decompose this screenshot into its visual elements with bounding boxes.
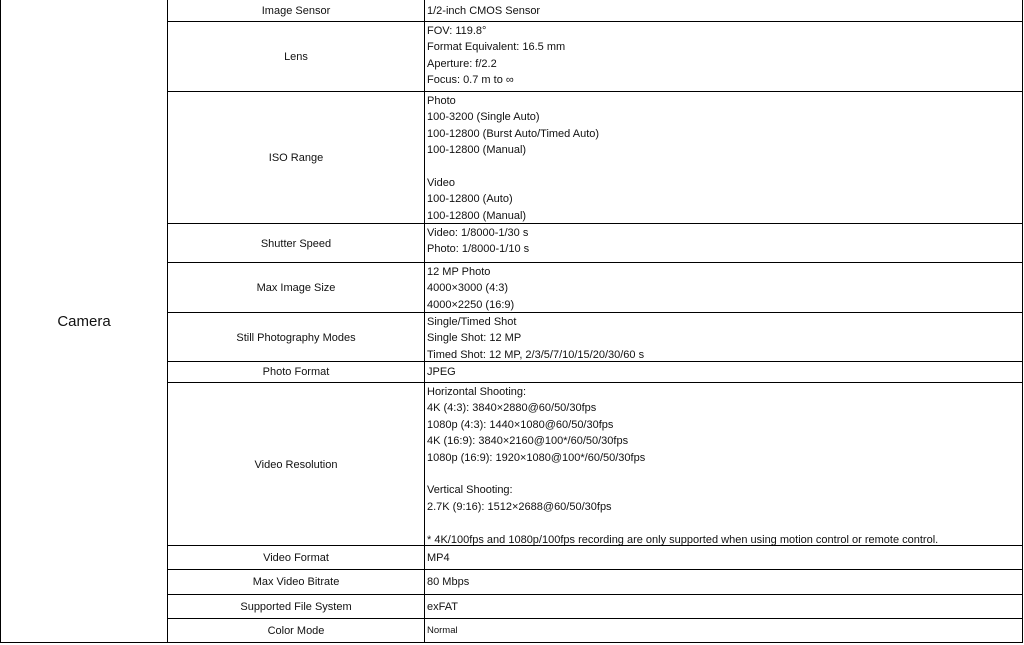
spec-label: Max Image Size bbox=[168, 263, 425, 312]
spec-value bbox=[426, 546, 1023, 570]
spec-value-line: Aperture: f/2.2 bbox=[427, 57, 497, 70]
spec-value-line: Single/Timed Shot bbox=[427, 316, 517, 328]
spec-value-line: 1/2-inch CMOS Sensor bbox=[427, 5, 541, 17]
spec-value bbox=[426, 263, 1023, 312]
spec-value bbox=[426, 0, 1023, 22]
spec-label: Photo Format bbox=[168, 362, 425, 382]
spec-row-max-video-bitrate bbox=[168, 569, 1023, 594]
spec-value-line: Focus: 0.7 m to ∞ bbox=[427, 74, 514, 87]
spec-label: ISO Range bbox=[168, 92, 425, 223]
spec-value-line: exFAT bbox=[427, 600, 458, 613]
spec-value bbox=[426, 383, 1023, 546]
spec-row-lens bbox=[168, 21, 1023, 92]
spec-value-line: Timed Shot: 12 MP, 2/3/5/7/10/15/20/30/60 s bbox=[427, 348, 645, 361]
spec-value-line bbox=[427, 466, 1023, 482]
spec-row-still-modes bbox=[168, 312, 1023, 362]
spec-label: Color Mode bbox=[168, 619, 425, 643]
spec-label: Video Format bbox=[168, 546, 425, 570]
spec-value-line: 80 Mbps bbox=[427, 575, 470, 588]
spec-value-line: 100-12800 (Auto) bbox=[427, 193, 513, 206]
spec-value-line: Format Equivalent: 16.5 mm bbox=[427, 41, 566, 54]
spec-value-line: 100-12800 (Burst Auto/Timed Auto) bbox=[427, 127, 600, 140]
spec-value bbox=[426, 92, 1023, 223]
spec-value-line: Normal bbox=[427, 624, 458, 636]
spec-label: Image Sensor bbox=[168, 0, 425, 22]
spec-value bbox=[426, 224, 1023, 263]
spec-value-line: Video bbox=[427, 176, 455, 189]
spec-label: Max Video Bitrate bbox=[168, 570, 425, 594]
spec-value bbox=[426, 362, 1023, 382]
spec-value-line: * 4K/100fps and 1080p/100fps recording are only supported when using motion control or remote control. bbox=[427, 533, 939, 546]
spec-value-line: 4000×3000 (4:3) bbox=[427, 282, 509, 295]
spec-row-file-system bbox=[168, 594, 1023, 619]
spec-value-line: 4K (16:9): 3840×2160@100*/60/50/30fps bbox=[427, 435, 629, 448]
spec-value-line: 100-3200 (Single Auto) bbox=[427, 111, 540, 124]
spec-label: Still Photography Modes bbox=[168, 313, 425, 362]
spec-value-line: 4000×2250 (16:9) bbox=[427, 298, 515, 311]
spec-label: Lens bbox=[168, 22, 425, 92]
spec-row-iso-range bbox=[168, 91, 1023, 223]
spec-value-line: Vertical Shooting: bbox=[427, 484, 513, 497]
spec-value-line: 100-12800 (Manual) bbox=[427, 144, 527, 157]
spec-value-line: 12 MP Photo bbox=[427, 266, 491, 278]
spec-row-video-format bbox=[168, 545, 1023, 570]
spec-table bbox=[168, 0, 1023, 643]
spec-value-line: Photo bbox=[427, 95, 456, 107]
spec-value-line: MP4 bbox=[427, 551, 450, 564]
spec-row-image-sensor bbox=[168, 0, 1023, 22]
spec-row-video-resolution bbox=[168, 382, 1023, 546]
spec-value-line: JPEG bbox=[427, 365, 456, 378]
section-label-camera: Camera bbox=[1, 0, 168, 643]
spec-value bbox=[426, 619, 1023, 643]
spec-value bbox=[426, 22, 1023, 92]
spec-value-line bbox=[427, 515, 1023, 531]
spec-row-photo-format bbox=[168, 361, 1023, 382]
spec-value-line: Horizontal Shooting: bbox=[427, 386, 527, 398]
spec-value-line bbox=[427, 159, 1023, 175]
spec-value-line: FOV: 119.8° bbox=[427, 25, 487, 37]
spec-value-line: Single Shot: 12 MP bbox=[427, 332, 522, 345]
spec-value-line: 2.7K (9:16): 1512×2688@60/50/30fps bbox=[427, 500, 612, 513]
spec-value bbox=[426, 570, 1023, 594]
spec-value-line: Video: 1/8000-1/30 s bbox=[427, 227, 529, 239]
spec-label: Shutter Speed bbox=[168, 224, 425, 263]
spec-value-line: 100-12800 (Manual) bbox=[427, 209, 527, 222]
spec-value-line: 1080p (16:9): 1920×1080@100*/60/50/30fps bbox=[427, 451, 646, 464]
spec-row-color-mode bbox=[168, 618, 1023, 643]
spec-value bbox=[426, 595, 1023, 619]
spec-value-line: 1080p (4:3): 1440×1080@60/50/30fps bbox=[427, 418, 614, 431]
spec-label: Supported File System bbox=[168, 595, 425, 619]
spec-value-line: 4K (4:3): 3840×2880@60/50/30fps bbox=[427, 402, 597, 415]
spec-row-shutter-speed bbox=[168, 223, 1023, 263]
spec-label: Video Resolution bbox=[168, 383, 425, 546]
spec-value-line: Photo: 1/8000-1/10 s bbox=[427, 243, 530, 256]
spec-value bbox=[426, 313, 1023, 362]
spec-row-max-image-size bbox=[168, 262, 1023, 312]
